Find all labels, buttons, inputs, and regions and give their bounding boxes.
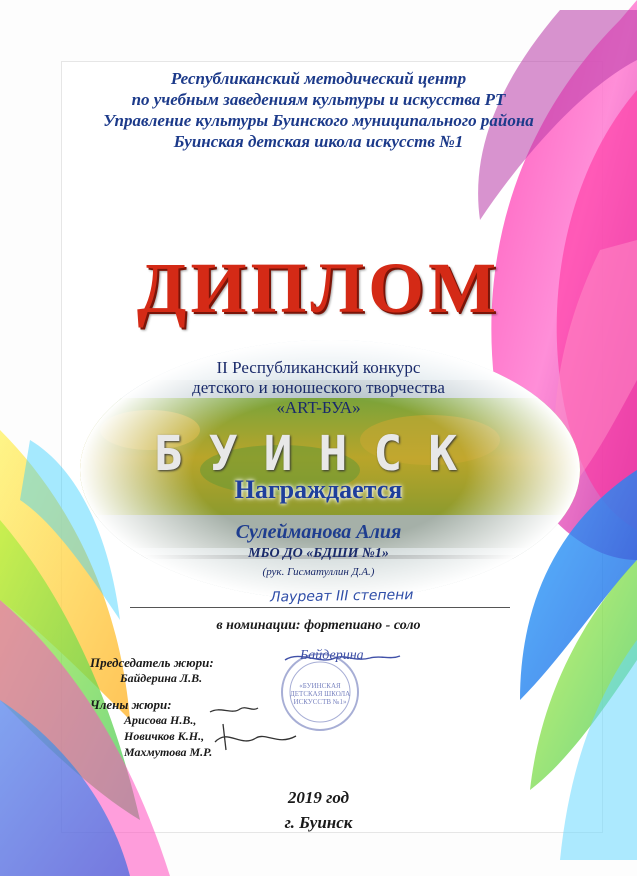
jury-members-label: Члены жюри: xyxy=(90,697,172,712)
recipient-name: Сулейманова Алия xyxy=(235,521,402,543)
recipient-teacher: (рук. Гисматуллин Д.А.) xyxy=(262,566,375,578)
jury-member-3: Махмутова М.Р. xyxy=(124,745,213,759)
contest-line-2: детского и юношеского творчества xyxy=(192,378,445,397)
nomination: в номинации: фортепиано - соло xyxy=(216,618,421,633)
header-line-3: Управление культуры Буинского муниципального района xyxy=(103,111,534,130)
award-label: Награждается xyxy=(234,475,403,504)
city-sign: БУИНСК xyxy=(153,426,484,482)
member-signature-2 xyxy=(215,736,296,742)
header-line-1: Республиканский методический центр xyxy=(170,69,467,88)
degree-underline xyxy=(130,607,510,608)
recipient-school: МБО ДО «БДШИ №1» xyxy=(248,546,389,561)
member-signature-1 xyxy=(210,708,258,712)
stamp-line-2: ДЕТСКАЯ ШКОЛА xyxy=(290,690,351,698)
stamp-line-1: «БУИНСКАЯ xyxy=(299,682,341,690)
jury-chair-label: Председатель жюри: xyxy=(90,655,214,670)
jury-member-1: Арисова Н.В., xyxy=(124,713,197,727)
header-line-2: по учебным заведениям культуры и искусства РТ xyxy=(131,90,506,109)
degree-handwritten: Лауреат III степени xyxy=(269,587,414,606)
contest-line-1: II Республиканский конкурс xyxy=(216,358,421,377)
chair-signature-text: Байдерина xyxy=(300,648,364,663)
diploma-title: ДИПЛОМ xyxy=(136,248,501,328)
contest-line-3: «ART-БУА» xyxy=(276,398,361,417)
jury-chair-name: Байдерина Л.В. xyxy=(120,671,203,685)
town: г. Буинск xyxy=(284,813,353,832)
jury-member-2: Новичков К.Н., xyxy=(124,729,205,743)
year: 2019 год xyxy=(287,788,350,807)
header-line-4: Буинская детская школа искусств №1 xyxy=(173,132,464,151)
stamp-line-3: ИСКУССТВ №1» xyxy=(293,698,347,706)
